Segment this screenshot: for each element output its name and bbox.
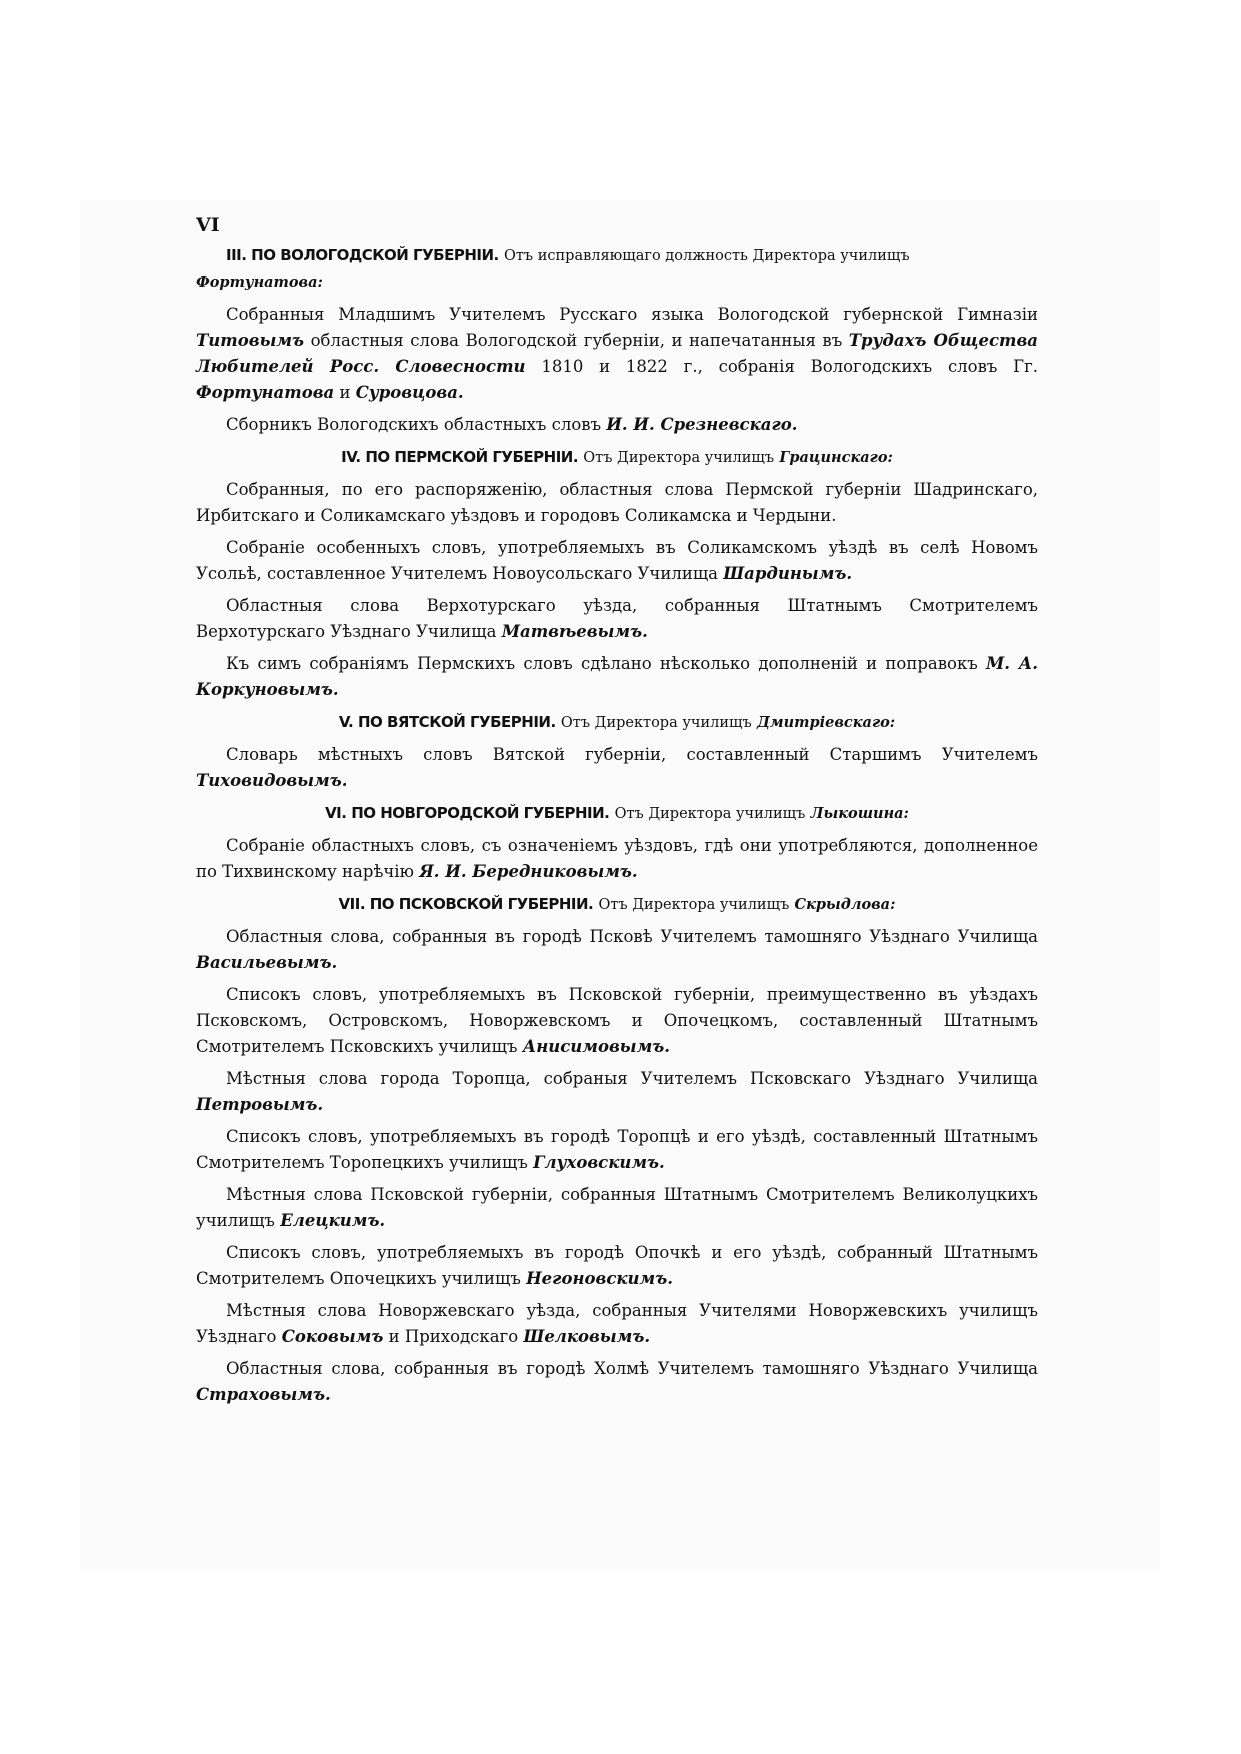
author-name: Анисимовымъ. — [522, 1037, 671, 1056]
entry-paragraph — [196, 1066, 1038, 1118]
entry-text: Къ симъ собраніямъ Пермскихъ словъ сдѣлано нѣсколько дополненій и поправокъ — [226, 654, 987, 673]
author-name: Негоновскимъ. — [526, 1269, 673, 1288]
region-title: VII. ПО ПСКОВСКОЙ ГУБЕРНІИ. — [338, 895, 594, 913]
author-name: Трудахъ Общества Любителей Росс. Словесности — [196, 331, 1038, 376]
entry-text: Мѣстныя слова Псковской губерніи, собранныя Штатнымъ Смотрителемъ Великолуцкихъ училищъ — [196, 1185, 1038, 1230]
entry-paragraph — [196, 982, 1038, 1060]
author-name: Я. И. Бередниковымъ. — [419, 862, 638, 881]
region-title: VI. ПО НОВГОРОДСКОЙ ГУБЕРНІИ. — [325, 804, 610, 822]
author-name: Елецкимъ. — [280, 1211, 386, 1230]
author-name: Шелковымъ. — [523, 1327, 651, 1346]
entry-paragraph — [196, 593, 1038, 645]
entry-paragraph — [196, 833, 1038, 885]
entry-text: и Приходскаго — [383, 1327, 524, 1346]
page-content — [196, 212, 1038, 1414]
entry-text: Списокъ словъ, употребляемыхъ въ Псковской губерніи, преимущественно въ уѣздахъ Псковскомъ, Островскомъ, Новоржевскомъ и Опочецкомъ, составленный Штатнымъ Смотрителемъ Псковскихъ училищъ — [196, 985, 1038, 1056]
entry-text: Областныя слова Верхотурскаго уѣзда, собранныя Штатнымъ Смотрителемъ Верхотурскаго Уѣзднаго Училища — [196, 596, 1038, 641]
entry-text: Мѣстныя слова города Торопца, собраныя Учителемъ Псковскаго Уѣзднаго Училища — [226, 1069, 1038, 1088]
entry-text: Собранныя Младшимъ Учителемъ Русскаго языка Вологодской губернской Гимназіи — [226, 305, 1038, 324]
author-name: Шардинымъ. — [723, 564, 853, 583]
entry-text: областныя слова Вологодской губерніи, и напечатанныя въ — [304, 331, 849, 350]
heading-source-name: Грацинскаго: — [779, 449, 893, 466]
entry-paragraph — [196, 477, 1038, 529]
heading-source: Отъ Директора училищъ — [583, 450, 775, 466]
author-name: Страховымъ. — [196, 1385, 331, 1404]
entry-text: Собраніе особенныхъ словъ, употребляемыхъ въ Соликамскомъ уѣздѣ въ селѣ Новомъ Усольѣ, составленное Учителемъ Новоусольскаго Училища — [196, 538, 1038, 583]
entry-text: и — [334, 383, 356, 402]
entry-paragraph — [196, 1298, 1038, 1350]
author-name: Фортунатова — [196, 383, 335, 402]
region-title: III. ПО ВОЛОГОДСКОЙ ГУБЕРНІИ. — [226, 246, 499, 264]
heading-source: Отъ Директора училищъ — [598, 897, 790, 913]
author-name: Васильевымъ. — [196, 953, 338, 972]
entry-paragraph — [196, 302, 1038, 406]
section-heading — [196, 800, 1038, 827]
author-name: М. А. Коркуновымъ. — [196, 654, 1038, 699]
author-name: Суровцова. — [355, 383, 464, 402]
section-heading — [196, 242, 1038, 296]
entry-paragraph — [196, 1356, 1038, 1408]
entry-text: Собраніе областныхъ словъ, съ означеніемъ уѣздовъ, гдѣ они употребляются, дополненное по Тихвинскому нарѣчію — [196, 836, 1038, 881]
entry-paragraph — [196, 651, 1038, 703]
heading-source-name: Дмитріевскаго: — [756, 714, 896, 731]
region-title: V. ПО ВЯТСКОЙ ГУБЕРНІИ. — [338, 713, 556, 731]
entry-text: Сборникъ Вологодскихъ областныхъ словъ — [226, 415, 607, 434]
entry-text: Списокъ словъ, употребляемыхъ въ городѣ Опочкѣ и его уѣздѣ, собранный Штатнымъ Смотрителемъ Опочецкихъ училищъ — [196, 1243, 1038, 1288]
entry-paragraph — [196, 412, 1038, 438]
entry-text: Мѣстныя слова Новоржевскаго уѣзда, собранныя Учителями Новоржевскихъ училищъ Уѣзднаго — [196, 1301, 1038, 1346]
author-name: Глуховскимъ. — [533, 1153, 665, 1172]
section-heading — [196, 444, 1038, 471]
author-name: Титовымъ — [196, 331, 305, 350]
author-name: Матвѣевымъ. — [501, 622, 648, 641]
heading-source: Отъ Директора училищъ — [560, 715, 752, 731]
section-heading — [196, 709, 1038, 736]
author-name: И. И. Срезневскаго. — [606, 415, 798, 434]
region-title: IV. ПО ПЕРМСКОЙ ГУБЕРНІИ. — [341, 448, 579, 466]
entry-paragraph — [196, 1182, 1038, 1234]
entry-text: Областныя слова, собранныя въ городѣ Псковѣ Учителемъ тамошняго Уѣзднаго Училища — [226, 927, 1038, 946]
author-name: Тиховидовымъ. — [196, 771, 348, 790]
entry-paragraph — [196, 924, 1038, 976]
entry-paragraph — [196, 742, 1038, 794]
entry-text: Списокъ словъ, употребляемыхъ въ городѣ Торопцѣ и его уѣздѣ, составленный Штатнымъ Смотрителемъ Торопецкихъ училищъ — [196, 1127, 1038, 1172]
entry-text: 1810 и 1822 г., собранія Вологодскихъ словъ Гг. — [525, 357, 1038, 376]
heading-source: Отъ исправляющаго должность Директора училищъ — [503, 248, 910, 264]
entry-text: Собранныя, по его распоряженію, областныя слова Пермской губерніи Шадринскаго, Ирбитскаго и Соликамскаго уѣздовъ и городовъ Соликамска и Чердыни. — [196, 480, 1038, 525]
entry-paragraph — [196, 1124, 1038, 1176]
heading-source-name: Скрыдлова: — [794, 896, 896, 913]
heading-source-name: Фортунатова: — [196, 274, 323, 291]
page-number: VI — [196, 214, 220, 236]
entry-paragraph — [196, 535, 1038, 587]
author-name: Петровымъ. — [196, 1095, 324, 1114]
section-heading — [196, 891, 1038, 918]
entry-text: Областныя слова, собранныя въ городѣ Холмѣ Учителемъ тамошняго Уѣзднаго Училища — [226, 1359, 1038, 1378]
heading-source-name: Лыкошина: — [810, 805, 909, 822]
entry-text: Словарь мѣстныхъ словъ Вятской губерніи, составленный Старшимъ Учителемъ — [226, 745, 1038, 764]
heading-source: Отъ Директора училищъ — [614, 806, 806, 822]
author-name: Соковымъ — [281, 1327, 384, 1346]
entry-paragraph — [196, 1240, 1038, 1292]
